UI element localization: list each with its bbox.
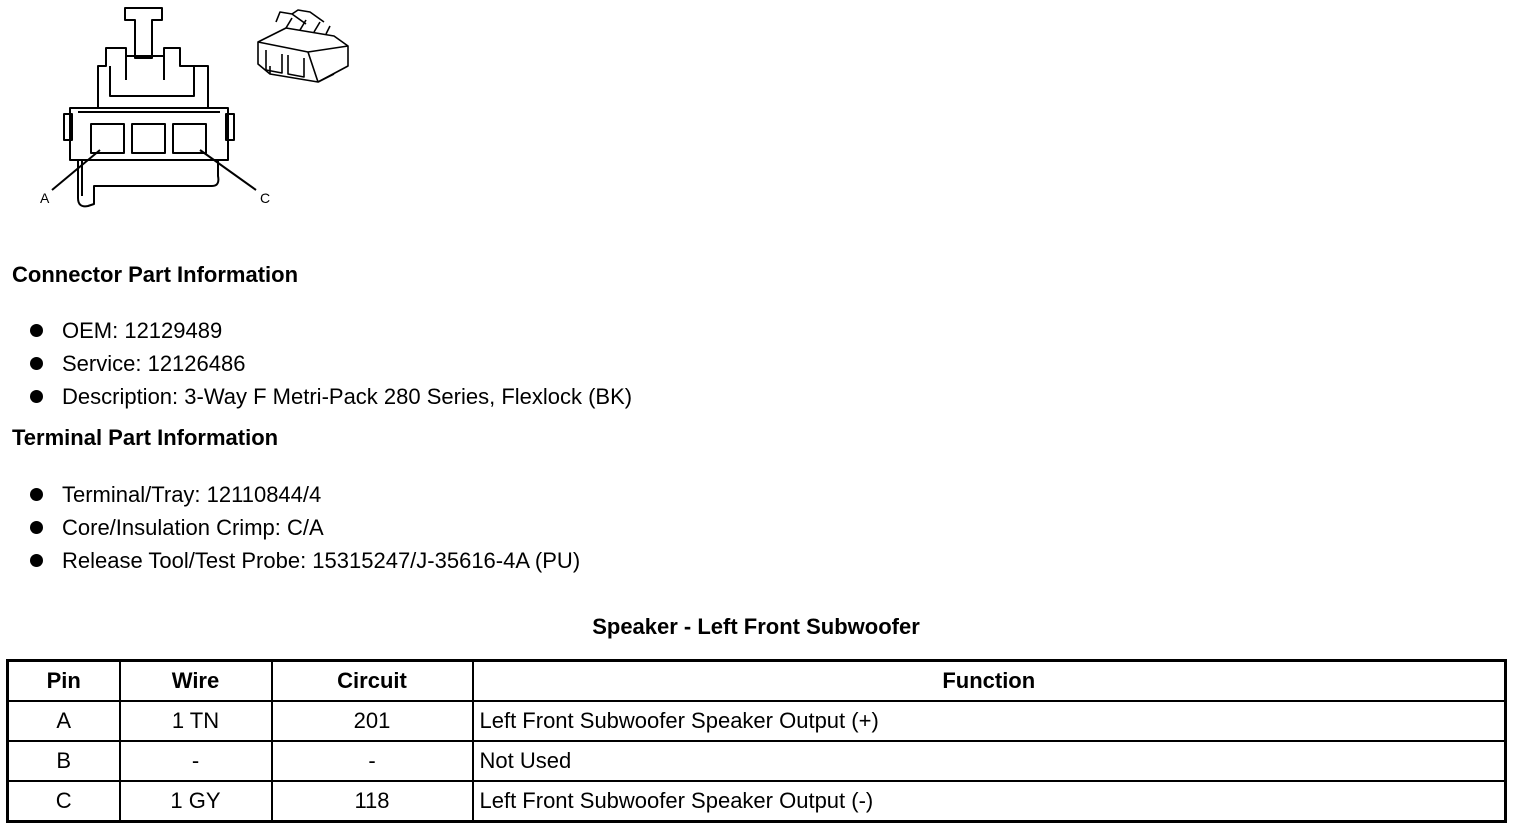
list-item <box>0 347 632 380</box>
cell-circuit: 201 <box>272 701 473 741</box>
cell-function: Left Front Subwoofer Speaker Output (+) <box>473 701 1506 741</box>
terminal-release-tool: Release Tool/Test Probe: 15315247/J-35616-4A (PU) <box>62 548 581 573</box>
table-row <box>8 781 1506 822</box>
connector-info-list <box>0 314 632 413</box>
connector-info-heading: Connector Part Information <box>12 262 299 287</box>
list-item <box>0 314 632 347</box>
connector-upper-housing <box>98 48 208 108</box>
cell-function: Left Front Subwoofer Speaker Output (-) <box>473 781 1506 822</box>
column-header-wire: Wire <box>120 661 272 702</box>
cell-circuit: - <box>272 741 473 781</box>
terminal-info-list <box>0 478 580 577</box>
cell-pin: C <box>8 781 120 822</box>
cell-wire: - <box>120 741 272 781</box>
connector-diagram <box>30 0 360 220</box>
bullet-icon <box>30 554 43 567</box>
bullet-icon <box>30 324 43 337</box>
bullet-icon <box>30 488 43 501</box>
table-row <box>8 701 1506 741</box>
cell-pin: B <box>8 741 120 781</box>
cell-pin: A <box>8 701 120 741</box>
table-row <box>8 741 1506 781</box>
cell-wire: 1 GY <box>120 781 272 822</box>
list-item <box>0 544 580 577</box>
column-header-circuit: Circuit <box>272 661 473 702</box>
pinout-table <box>6 659 1507 823</box>
connector-description: Description: 3-Way F Metri-Pack 280 Series, Flexlock (BK) <box>62 384 633 409</box>
pin-cavity-c <box>173 124 206 153</box>
table-header-row <box>8 661 1506 702</box>
list-item <box>0 478 580 511</box>
pin-label-a: A <box>40 190 50 206</box>
bullet-icon <box>30 390 43 403</box>
connector-oem: OEM: 12129489 <box>62 318 223 343</box>
list-item <box>0 380 632 413</box>
terminal-crimp: Core/Insulation Crimp: C/A <box>62 515 324 540</box>
column-header-pin: Pin <box>8 661 120 702</box>
column-header-function: Function <box>473 661 1506 702</box>
terminal-tray: Terminal/Tray: 12110844/4 <box>62 482 322 507</box>
pin-label-c: C <box>260 190 271 206</box>
pin-cavity-b <box>132 124 165 153</box>
bullet-icon <box>30 357 43 370</box>
connector-latch <box>125 8 162 58</box>
terminal-info-heading: Terminal Part Information <box>12 425 279 450</box>
cell-wire: 1 TN <box>120 701 272 741</box>
bullet-icon <box>30 521 43 534</box>
cell-circuit: 118 <box>272 781 473 822</box>
connector-isometric-view <box>258 10 348 82</box>
connector-service: Service: 12126486 <box>62 351 246 376</box>
cell-function: Not Used <box>473 741 1506 781</box>
list-item <box>0 511 580 544</box>
pin-cavity-a <box>91 124 124 153</box>
leader-line-a <box>52 150 100 190</box>
table-title: Speaker - Left Front Subwoofer <box>592 614 920 639</box>
